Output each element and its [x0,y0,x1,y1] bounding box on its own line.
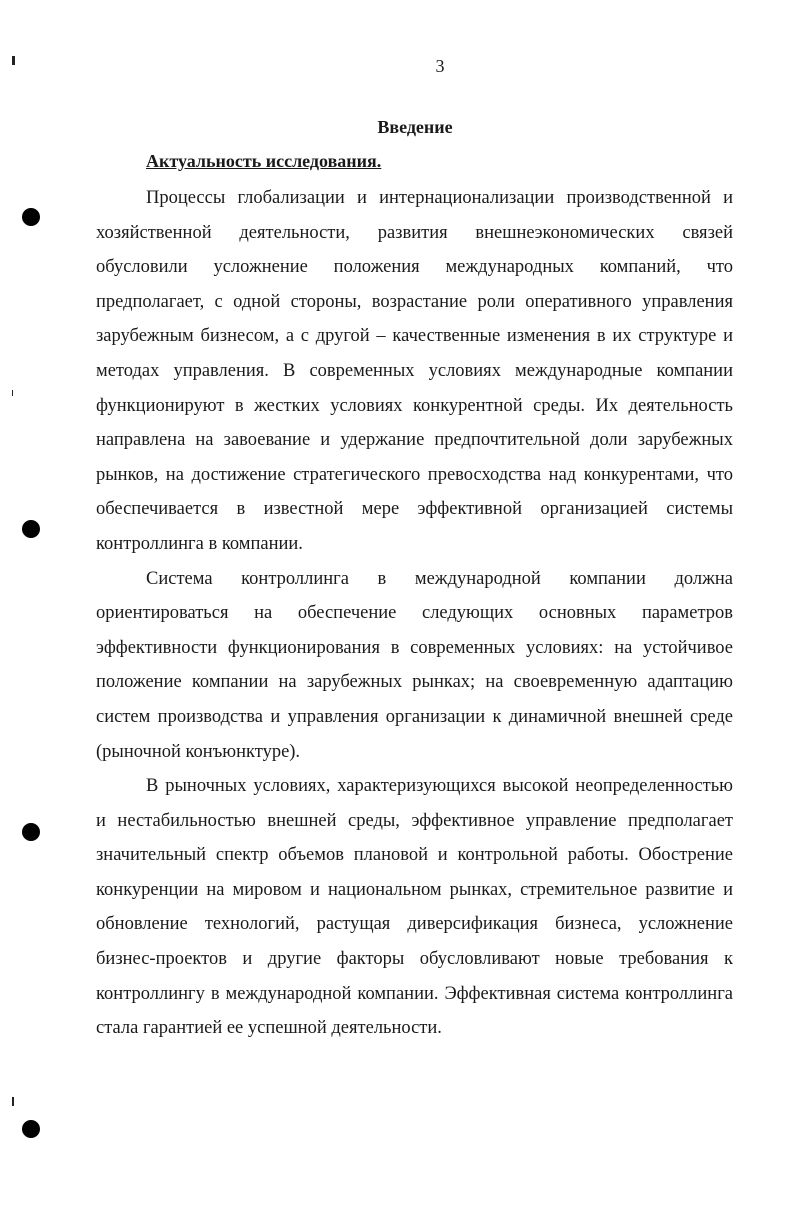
scan-mark [12,390,13,396]
binder-hole [22,520,40,538]
paragraph: В рыночных условиях, характеризующихся высокой неопределенностью и нестабильностью внешней среды, эффективное управление предполагает значительный спектр объемов плановой и контрольной работы. Обострение конкуренции на мировом и национальном рынках, стремительное развитие и обновление технологий, растущая диверсификация бизнеса, усложнение бизнес-проектов и другие факторы обусловливают новые требования к контроллингу в международной компании. Эффективная система контроллинга стала гарантией ее успешной деятельности. [96,776,733,1039]
binder-hole [22,1120,40,1138]
scan-mark [12,1097,14,1106]
binder-hole [22,823,40,841]
section-title: Введение [377,117,453,137]
body-text [96,181,733,1046]
page-number: 3 [435,56,445,76]
paragraph: Система контроллинга в международной компании должна ориентироваться на обеспечение следующих основных параметров эффективности функционирования в современных условиях: на устойчивое положение компании на зарубежных рынках; на своевременную адаптацию систем производства и управления организации к динамичной внешней среде (рыночной конъюнктуре). [96,568,733,762]
paragraph: Процессы глобализации и интернационализации производственной и хозяйственной деятельности, развития внешнеэкономических связей обусловили усложнение положения международных компаний, что предполагает, с одной стороны, возрастание роли оперативного управления зарубежным бизнесом, а с другой – качественные изменения в их структуре и методах управления. В современных условиях международные компании функционируют в жестких условиях конкурентной среды. Их деятельность направлена на завоевание и удержание предпочтительной доли зарубежных рынков, на достижение стратегического превосходства над конкурентами, что обеспечивается в известной мере эффективной организацией системы контроллинга в компании. [96,188,733,554]
section-subtitle: Актуальность исследования. [146,151,382,171]
binder-hole [22,208,40,226]
